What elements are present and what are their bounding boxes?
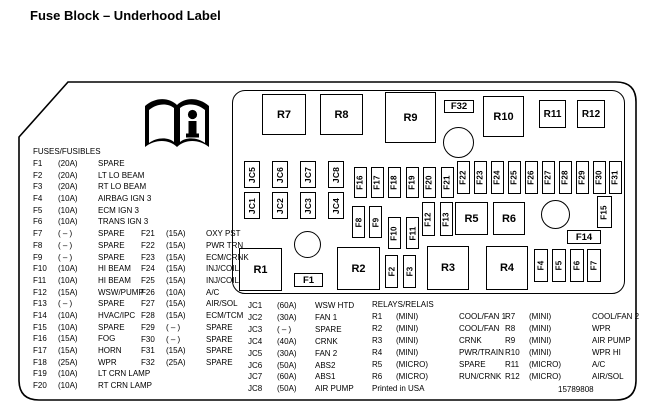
jc-legend-row: JC1 (60A) WSW HTD — [248, 301, 355, 311]
relay-box-r1: R1 — [239, 248, 282, 291]
relay-legend-row: R9 (MINI) AIR PUMP — [505, 335, 631, 345]
part-number: 15789808 — [558, 385, 594, 394]
fuse-box-f13: F13 — [440, 202, 453, 236]
fuse-box-f15: F15 — [597, 196, 612, 228]
jc-box-jc5: JC5 — [244, 161, 260, 188]
jc-legend — [248, 300, 354, 395]
fuse-legend-row: F20 (10A) RT CRN LAMP — [33, 381, 152, 391]
fuse-legend-row: F1 (20A) SPARE — [33, 159, 125, 169]
fuse-legend-row: F25 (15A) INJ/COIL — [141, 276, 239, 286]
fuse-box-f12: F12 — [422, 202, 435, 236]
fuse-legend-row: F26 (10A) A/C — [141, 287, 220, 297]
fuse-box-f22: F22 — [457, 161, 470, 194]
fuse-legend-row: F2 (20A) LT LO BEAM — [33, 170, 145, 180]
jc-box-jc4: JC4 — [328, 192, 344, 219]
fuse-legend-row: F28 (15A) ECM/TCM — [141, 311, 244, 321]
fuse-box-f11: F11 — [406, 217, 419, 249]
fuse-legend-row: F32 (25A) SPARE — [141, 357, 233, 367]
fuse-box-f31: F31 — [609, 161, 622, 194]
relay-box-r4: R4 — [486, 246, 528, 290]
fuse-box-f24: F24 — [491, 161, 504, 194]
jc-legend-row: JC8 (50A) AIR PUMP — [248, 384, 354, 394]
fuse-box-f5: F5 — [552, 249, 566, 282]
fuse-legend-row: F17 (15A) HORN — [33, 346, 122, 356]
relay-legend-row: R6 (MICRO) RUN/CRNK — [372, 371, 502, 381]
relay-box-r12: R12 — [577, 100, 605, 128]
fuse-legend-row: F24 (15A) INJ/COIL — [141, 264, 239, 274]
fuse-legend-row: F10 (10A) HI BEAM — [33, 264, 131, 274]
jc-legend-row: JC6 (50A) ABS2 — [248, 360, 336, 370]
relay-legend-row: R10 (MINI) WPR HI — [505, 347, 621, 357]
fuse-box-f7: F7 — [587, 249, 601, 282]
fuse-box-f1: F1 — [294, 273, 323, 287]
fuse-box-f20: F20 — [423, 167, 436, 198]
relay-legend-column-1 — [372, 298, 506, 382]
relay-legend-row: R7 (MINI) COOL/FAN 2 — [505, 311, 640, 321]
relay-box-r5: R5 — [455, 202, 488, 235]
jc-box-jc1: JC1 — [244, 192, 260, 219]
relay-legend-row: R2 (MINI) COOL/FAN — [372, 323, 500, 333]
fuse-box-f23: F23 — [474, 161, 487, 194]
jc-box-jc7: JC7 — [300, 161, 316, 188]
relay-box-r8: R8 — [320, 94, 363, 135]
fuse-box-f16: F16 — [354, 167, 367, 198]
fuse-box-f21: F21 — [441, 167, 454, 198]
relay-legend-row: R1 (MINI) COOL/FAN 1 — [372, 311, 507, 321]
fuse-box-f29: F29 — [576, 161, 589, 194]
fuse-legend-row: F16 (15A) FOG — [33, 334, 116, 344]
fuse-legend-row: F14 (10A) HVAC/IPC — [33, 310, 136, 320]
fuse-legend-row: F29 ( – ) SPARE — [141, 322, 233, 332]
connector-circle-bottom — [294, 231, 321, 258]
fuse-legend-row: F18 (25A) WPR — [33, 357, 117, 367]
printed-in-usa-note: Printed in USA — [372, 384, 425, 393]
relay-box-r2: R2 — [337, 247, 380, 290]
fuse-legend-row: F13 ( – ) SPARE — [33, 299, 125, 309]
relay-box-r10: R10 — [483, 96, 524, 137]
fuse-legend-row: F8 ( – ) SPARE — [33, 240, 125, 250]
jc-box-jc2: JC2 — [272, 192, 288, 219]
fuse-box-f4: F4 — [534, 249, 548, 282]
fuse-legend-row: F11 (10A) HI BEAM — [33, 275, 131, 285]
relay-box-r9: R9 — [385, 92, 436, 143]
fuse-box-f28: F28 — [559, 161, 572, 194]
open-book-info-icon — [143, 96, 211, 157]
fuse-box-f2: F2 — [385, 255, 398, 288]
fuse-legend-row: F23 (15A) ECM/CRNK — [141, 252, 249, 262]
jc-box-jc3: JC3 — [300, 192, 316, 219]
fuse-legend-row: F30 ( – ) SPARE — [141, 334, 233, 344]
jc-legend-row: JC2 (30A) FAN 1 — [248, 313, 338, 323]
fuse-legend-row: F6 (10A) TRANS IGN 3 — [33, 217, 149, 227]
relay-legend-row: R4 (MINI) PWR/TRAIN — [372, 347, 504, 357]
fuse-legend-row: F15 (10A) SPARE — [33, 322, 125, 332]
fuse-box-f8: F8 — [352, 206, 365, 238]
relay-box-r3: R3 — [427, 246, 469, 290]
fuse-legend-column-1 — [33, 146, 152, 391]
fuse-box-f18: F18 — [388, 167, 401, 198]
fuse-box-f6: F6 — [570, 249, 584, 282]
fuse-legend-row: F5 (10A) ECM IGN 3 — [33, 205, 139, 215]
jc-legend-row: JC5 (30A) FAN 2 — [248, 348, 338, 358]
fuse-box-f26: F26 — [525, 161, 538, 194]
relay-legend-row: R8 (MINI) WPR — [505, 323, 611, 333]
jc-legend-row: JC4 (40A) CRNK — [248, 336, 338, 346]
fuse-legend-row: F3 (20A) RT LO BEAM — [33, 182, 147, 192]
connector-circle-mid — [541, 200, 570, 229]
jc-legend-row: JC3 ( – ) SPARE — [248, 325, 342, 335]
fuse-legend-row: F21 (15A) OXY PST — [141, 229, 241, 239]
fuse-box-f27: F27 — [542, 161, 555, 194]
relay-legend-column-2 — [505, 310, 639, 382]
relay-box-r7: R7 — [262, 94, 306, 135]
fuse-legend-row: F7 ( – ) SPARE — [33, 229, 125, 239]
fuse-box-f14: F14 — [567, 230, 601, 244]
fuse-box-f32: F32 — [444, 100, 474, 113]
fuse-legend-header: FUSES/FUSIBLES — [33, 147, 101, 157]
fuse-legend-row: F12 (15A) WSW/PUMP — [33, 287, 144, 297]
jc-legend-row: JC7 (60A) ABS1 — [248, 372, 336, 382]
fuse-legend-row: F9 ( – ) SPARE — [33, 252, 125, 262]
relay-legend-row: R11 (MICRO) A/C — [505, 359, 606, 369]
fuse-box-f25: F25 — [508, 161, 521, 194]
relay-legend-row: R12 (MICRO) AIR/SOL — [505, 371, 624, 381]
fuse-box-f30: F30 — [593, 161, 606, 194]
fuse-legend-row: F31 (15A) SPARE — [141, 346, 233, 356]
page-title: Fuse Block – Underhood Label — [30, 8, 221, 23]
fuse-box-f3: F3 — [403, 255, 416, 288]
connector-circle-top — [443, 127, 474, 158]
fuse-legend-row: F27 (15A) AIR/SOL — [141, 299, 238, 309]
relay-legend-header: RELAYS/RELAIS — [372, 299, 434, 309]
relay-legend-row: R3 (MINI) CRNK — [372, 335, 482, 345]
fuse-box-f10: F10 — [388, 217, 401, 249]
fuse-legend-column-2 — [141, 228, 249, 368]
jc-box-jc6: JC6 — [272, 161, 288, 188]
fuse-box-f17: F17 — [371, 167, 384, 198]
relay-legend-row: R5 (MICRO) SPARE — [372, 359, 486, 369]
relay-box-r11: R11 — [539, 100, 566, 128]
jc-box-jc8: JC8 — [328, 161, 344, 188]
relay-box-r6: R6 — [493, 202, 525, 235]
fuse-box-f19: F19 — [406, 167, 419, 198]
fuse-legend-row: F19 (10A) LT CRN LAMP — [33, 369, 151, 379]
fuse-legend-row: F22 (15A) PWR TRN — [141, 241, 244, 251]
fuse-box-f9: F9 — [369, 206, 382, 238]
fuse-legend-row: F4 (10A) AIRBAG IGN 3 — [33, 194, 152, 204]
